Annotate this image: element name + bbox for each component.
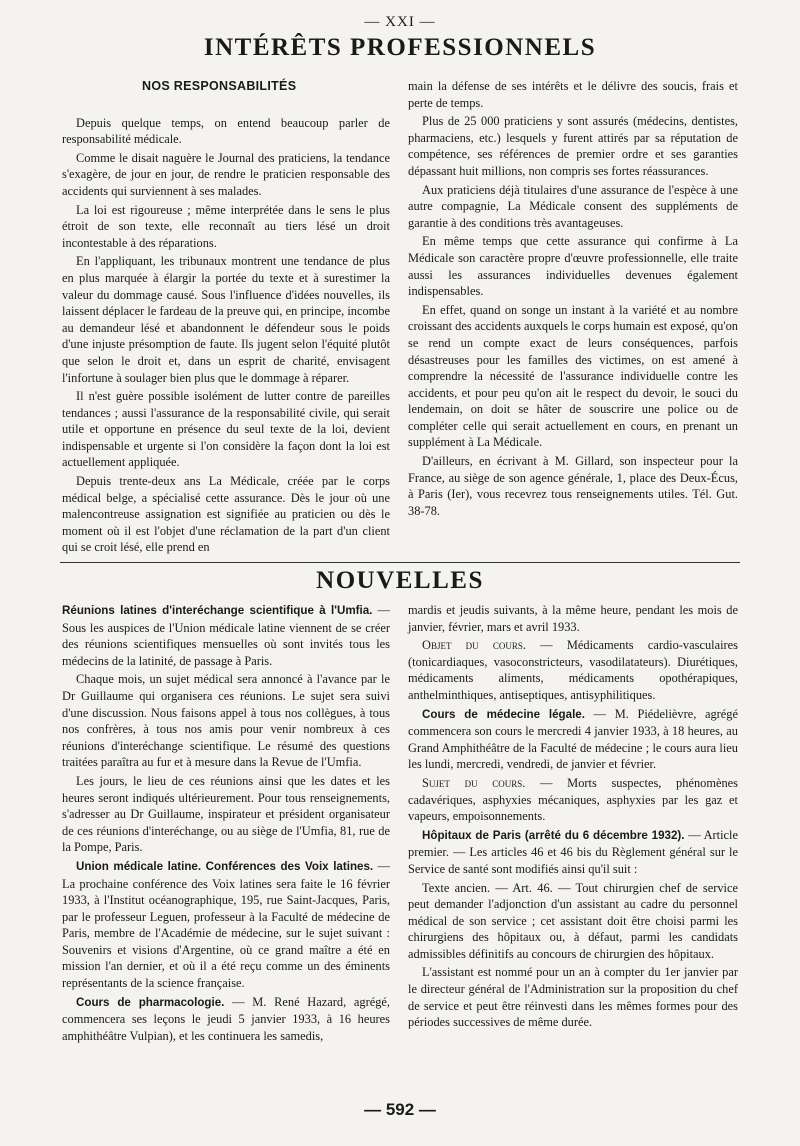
news-heading: Union médicale latine. Conférences des Voix latines.: [76, 859, 374, 873]
news-heading: Réunions latines d'interéchange scientifique à l'Umfia.: [62, 604, 373, 617]
paragraph: D'ailleurs, en écrivant à M. Gillard, son inspecteur pour la France, au siège de son agence générale, 1, place des Deux-Écus, à Paris (Ier), vous recevrez tous renseignements utiles. Tél. Gut. 38-78.: [408, 454, 738, 518]
paragraph: La loi est rigoureuse ; même interprétée dans le sens le plus étroit de son texte, elle reconnaît au tiers lésé un droit incontestable à des réparations.: [62, 202, 390, 250]
paragraph: Depuis quelque temps, on entend beaucoup parler de responsabilité médicale.: [62, 115, 390, 147]
news-item-pharmacologie: [62, 994, 390, 1045]
paragraph: Les jours, le lieu de ces réunions ainsi que les dates et les heures seront indiqués ultérieurement. Pour tous renseignements, s'adresser au Dr Guillaume, inspirateur et président organisateur de ces réunions d'interéchange, ou au siège de l'Umfia, 81, rue de la Pompe, Paris.: [62, 773, 390, 855]
text: — Morts suspectes, phénomènes cadavériques, asphyxies mécaniques, asphyxies par les gaz et vapeurs, empoisonnements.: [408, 775, 738, 824]
paragraph: Depuis trente-deux ans La Médicale, créée par le corps médical belge, a spécialisé cette assurance. Dès le jour où une malencontreuse assignation est signifiée au praticien ou dès le moment où il est l'objet d'une réclamation de la part d'un client qui se croit lésé, elle prend en: [62, 474, 390, 555]
roman-page-number: — XXI —: [364, 14, 436, 30]
paragraph: Texte ancien. — Art. 46. — Tout chirurgien chef de service peut demander l'adjonction d'un assistant au cadre du personnel médical de son service ; cet assistant doit être choisi parmi les chirurgiens des hôpitaux ou, à défaut, parmi les candidats admissibles définitifs au concours de chirurgien des hôpitaux.: [408, 880, 738, 961]
news-heading: Cours de pharmacologie.: [76, 995, 225, 1009]
news-item-umfia: [62, 602, 390, 669]
paragraph: En même temps que cette assurance qui confirme à La Médicale son caractère propre d'œuvre professionnelle, elle traite aussi les assurances individuelles devenues également indispensables.: [408, 234, 738, 299]
section1-subtitle: NOS RESPONSABILITÉS: [142, 79, 297, 93]
paragraph: Chaque mois, un sujet médical sera annoncé à l'avance par le Dr Guillaume qui organisera ces réunions. Le sujet sera suivi d'une discussion. Nous faisons appel à tous nos collègues, à tous nos confrères, à tous nos amis pour venir nombreux à ces réunions d'interéchange scientifique. Le résumé des questions traitées paraîtra au fur et à mesure dans la Revue de l'Umfia.: [62, 672, 390, 770]
news-text: — Article premier. — Les articles 46 et 46 bis du Règlement général sur le Service de santé sont modifiés ainsi qu'il suit :: [408, 827, 738, 876]
news-text: — M. René Hazard, agrégé, commencera ses leçons le jeudi 5 janvier 1933, à 16 heures amphithéâtre Vulpian), et les continuera les samedis,: [62, 994, 390, 1043]
paragraph: Comme le disait naguère le Journal des praticiens, la tendance s'exagère, de jour en jour, de rendre le praticien responsable des accidents qui surviennent à ses malades.: [62, 150, 390, 198]
section2-right-column: [408, 602, 738, 1033]
news-item-voix-latines: [62, 858, 390, 992]
news-item-medecine-legale: [408, 706, 738, 773]
text: — Médicaments cardio-vasculaires (tonicardiaques, vasoconstricteurs, vasodilatateurs). Diurétiques, médicaments aliments, médicaments opothérapiques, anthelminthiques, antiseptiques, antisyphilitiques.: [408, 638, 738, 702]
label: Objet du cours.: [422, 638, 527, 653]
news-item-hopitaux: [408, 827, 738, 878]
paragraph: En l'appliquant, les tribunaux montrent une tendance de plus en plus marquée à élargir la portée du texte et à surestimer la valeur du dommage causé. Sous l'influence d'idées nouvelles, ils laissent déplacer le fardeau de la preuve qui, en principe, incombe au demandeur lésé et abandonnent le défendeur sous le poids d'une injuste présomption de faute. Ils jugent selon l'équité plutôt que selon le droit et, dans un esprit de charité, envisagent l'infortune à soulager bien plus que le dommage à réparer.: [62, 254, 390, 385]
objet-paragraph: [408, 637, 738, 703]
paragraph: En effet, quand on songe un instant à la variété et au nombre croissant des accidents auxquels le corps humain est exposé, qu'on se rend un compte exact de leurs conséquences, parfois désastreuses pour les familles des victimes, on est amené à comprendre la nécessité de l'assurance individuelle contre les accidents, et pour peu qu'on ait le respect du devoir, le souci du lendemain, on doit se hâter de souscrire une police ou de compléter celle qui serait actuellement en cours, en prenant un supplément à La Médicale.: [408, 302, 738, 450]
page-number: — 592 —: [364, 1100, 436, 1119]
news-heading: Cours de médecine légale.: [422, 707, 585, 721]
sujet-paragraph: [408, 775, 738, 825]
news-text: — La prochaine conférence des Voix latines sera faite le 16 février 1933, à l'Institut océanographique, 195, rue Saint-Jacques, Paris, par le professeur Leguen, professeur à la Faculté de médecine de Paris, membre de l'Académie de médecine, sur le sujet suivant : Souvenirs et visions d'Argentine, où ce grand maître a été en mission l'an dernier, et où il a été reçu comme un des éminents représentants de la science française.: [62, 858, 390, 991]
paragraph: mardis et jeudis suivants, à la même heure, pendant les mois de janvier, février, mars et avril 1933.: [408, 603, 738, 634]
news-text: — Sous les auspices de l'Union médicale latine viennent de se créer des réunions scientifiques mensuelles où sont invités tous les médecins de la latinité, de passage à Paris.: [62, 603, 390, 668]
section2-left-column: [62, 602, 390, 1046]
paragraph: Il n'est guère possible isolément de lutter contre de pareilles tendances ; aussi l'assurance de la responsabilité civile, qui serait utile et opportune en présence du seul texte de la loi, devient indispensable et urgente si l'on considère la façon dont la loi est actuellement appliquée.: [62, 389, 390, 470]
paragraph: main la défense de ses intérêts et le délivre des soucis, frais et perte de temps.: [408, 79, 738, 110]
section1-right-column: [408, 78, 738, 521]
section1-left-column: [62, 78, 390, 558]
paragraph: L'assistant est nommé pour un an à compter du 1er janvier par le directeur général de l'Administration sur la proposition du chef de service et peut être réinvesti dans les mêmes formes pour des périodes successives de même durée.: [408, 965, 738, 1030]
paragraph: Aux praticiens déjà titulaires d'une assurance de l'espèce à une autre compagnie, La Médicale consent des suppléments de garantie à des conditions très avantageuses.: [408, 182, 738, 230]
section-title-interets: INTÉRÊTS PROFESSIONNELS: [203, 34, 597, 61]
label: Sujet du cours.: [422, 775, 526, 790]
section-title-nouvelles: NOUVELLES: [316, 567, 484, 594]
section-divider: [60, 562, 740, 563]
paragraph: Plus de 25 000 praticiens y sont assurés (médecins, dentistes, pharmaciens, etc.) lesquels y furent attirés par sa réputation de compétence, ses références de premier ordre et ses garanties dépassant huit millions, non compris ses fortes réassurances.: [408, 114, 738, 178]
news-heading: Hôpitaux de Paris (arrêté du 6 décembre 1932).: [422, 828, 685, 842]
news-text: — M. Piédelièvre, agrégé commencera son cours le mercredi 4 janvier 1933, à 18 heures, au Grand Amphithéâtre de la Faculté de médecine ; le cours aura lieu les lundi, mercredi, vendredi, de janvier et février.: [408, 706, 738, 772]
